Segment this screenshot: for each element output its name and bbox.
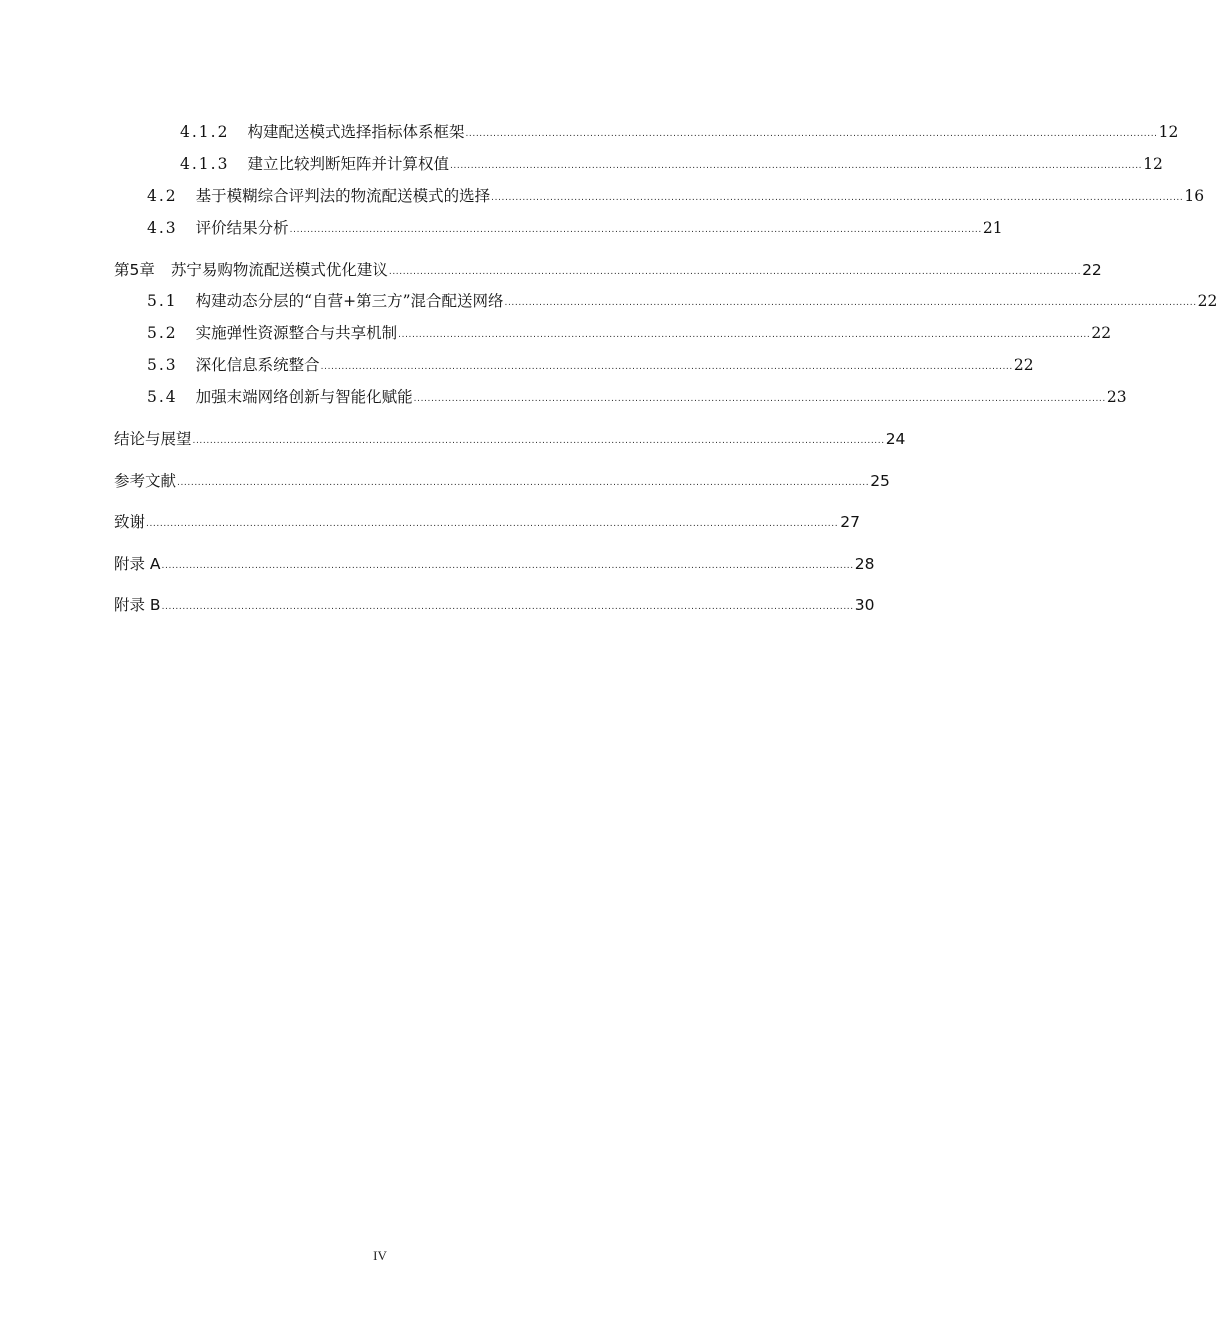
section-title: 加强末端网络创新与智能化赋能 xyxy=(195,388,413,406)
leader-dots: ........................................................................................................................................................................................................ xyxy=(320,362,1013,372)
entry-title: 附录 B xyxy=(114,596,161,614)
page-number: 23 xyxy=(1106,388,1127,406)
toc-entry[interactable] xyxy=(147,383,1127,407)
section-number: 5.1 xyxy=(147,292,178,310)
page-number: 12 xyxy=(1143,155,1163,173)
page-number: 22 xyxy=(1082,261,1102,279)
section-number: 4.1.3 xyxy=(180,155,230,173)
leader-dots: ........................................................................................................................................................................................................ xyxy=(161,602,854,612)
toc-entry[interactable] xyxy=(147,351,1034,375)
chapter-title: 苏宁易购物流配送模式优化建议 xyxy=(170,261,388,279)
leader-dots: ........................................................................................................................................................................................................ xyxy=(413,394,1106,404)
toc-entry-top-level[interactable] xyxy=(114,591,875,615)
toc-entry[interactable] xyxy=(147,287,1217,311)
toc-entry[interactable] xyxy=(180,150,1163,174)
page-number: 28 xyxy=(854,555,875,573)
page-number: 22 xyxy=(1197,292,1217,310)
leader-dots: ........................................................................................................................................................................................................ xyxy=(449,161,1143,171)
chapter-number: 第5章 xyxy=(114,261,155,279)
leader-dots: ........................................................................................................................................................................................................ xyxy=(177,478,870,488)
section-number: 5.3 xyxy=(147,356,178,374)
section-title: 建立比较判断矩阵并计算权值 xyxy=(247,155,449,173)
leader-dots: ........................................................................................................................................................................................................ xyxy=(398,330,1091,340)
section-title: 评价结果分析 xyxy=(195,219,289,237)
entry-title: 附录 A xyxy=(114,555,161,573)
toc-entry[interactable] xyxy=(147,214,1003,238)
leader-dots: ........................................................................................................................................................................................................ xyxy=(504,298,1197,308)
toc-entry-chapter[interactable] xyxy=(114,256,1102,280)
section-number: 4.3 xyxy=(147,219,178,237)
page-number: 24 xyxy=(885,430,906,448)
leader-dots: ........................................................................................................................................................................................................ xyxy=(146,519,839,529)
entry-title: 致谢 xyxy=(114,513,146,531)
section-title: 基于模糊综合评判法的物流配送模式的选择 xyxy=(195,187,491,205)
toc-entry[interactable] xyxy=(180,118,1179,142)
section-number: 4.2 xyxy=(147,187,178,205)
page-number: 22 xyxy=(1091,324,1112,342)
leader-dots: ........................................................................................................................................................................................................ xyxy=(388,267,1082,277)
entry-title: 参考文献 xyxy=(114,472,177,490)
section-number: 5.2 xyxy=(147,324,178,342)
section-title: 实施弹性资源整合与共享机制 xyxy=(195,324,398,342)
leader-dots: ........................................................................................................................................................................................................ xyxy=(192,436,885,446)
page-number: 21 xyxy=(982,219,1003,237)
toc-entry-top-level[interactable] xyxy=(114,467,890,491)
entry-title: 结论与展望 xyxy=(114,430,192,448)
page-number: 22 xyxy=(1013,356,1034,374)
leader-dots: ........................................................................................................................................................................................................ xyxy=(289,225,982,235)
leader-dots: ........................................................................................................................................................................................................ xyxy=(465,129,1158,139)
page-number: 30 xyxy=(854,596,875,614)
toc-entry[interactable] xyxy=(147,319,1112,343)
section-title: 深化信息系统整合 xyxy=(195,356,320,374)
section-title: 构建动态分层的“自营+第三方”混合配送网络 xyxy=(195,292,504,310)
toc-entry[interactable] xyxy=(147,182,1205,206)
section-number: 5.4 xyxy=(147,388,178,406)
page-number: 16 xyxy=(1184,187,1205,205)
toc-entry-top-level[interactable] xyxy=(114,550,875,574)
section-title: 构建配送模式选择指标体系框架 xyxy=(247,123,465,141)
toc-entry-top-level[interactable] xyxy=(114,508,860,532)
toc-entry-top-level[interactable] xyxy=(114,425,906,449)
page-number: 27 xyxy=(840,513,860,531)
page-number: 25 xyxy=(870,472,890,490)
leader-dots: ........................................................................................................................................................................................................ xyxy=(491,193,1184,203)
page-number: 12 xyxy=(1158,123,1179,141)
section-number: 4.1.2 xyxy=(180,123,230,141)
leader-dots: ........................................................................................................................................................................................................ xyxy=(161,561,854,571)
page-footer-number: IV xyxy=(373,1248,387,1263)
